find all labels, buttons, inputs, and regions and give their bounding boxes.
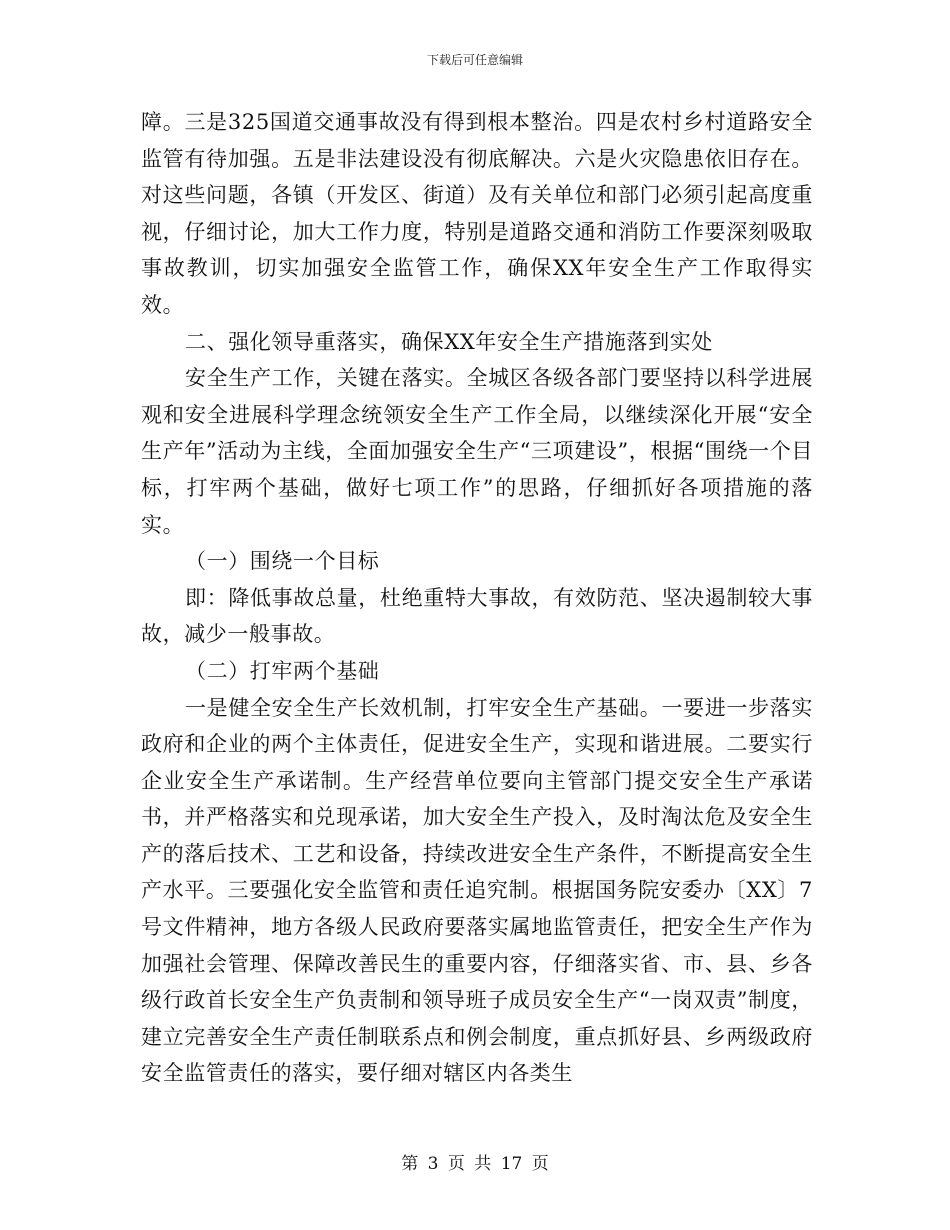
section-heading: 二、强化领导重落实，确保XX年安全生产措施落到实处 <box>185 329 713 354</box>
paragraph-continuation: 障。三是325国道交通事故没有得到根本整治。四是农村乡村道路安全监管有待加强。五是非法建设没有彻底解决。六是火灾隐患依旧存在。对这些问题，各镇（开发区、街道）及有关单位和部门必须引起高度重视，仔细讨论，加大工作力度，特别是道路交通和消防工作要深刻吸取事故教训，切实加强安全监管工作，确保XX年安全生产工作取得实效。 <box>141 110 813 317</box>
document-body <box>141 104 813 1092</box>
body-paragraph: 即：降低事故总量，杜绝重特大事故，有效防范、坚决遏制较大事故，减少一般事故。 <box>141 585 813 647</box>
page-header: 下载后可任意编辑 <box>426 53 523 67</box>
subsection-heading: （二）打牢两个基础 <box>185 658 380 683</box>
page-footer: 第 3 页 共 17 页 <box>401 1154 549 1174</box>
subsection-heading: （一）围绕一个目标 <box>185 549 380 574</box>
body-paragraph: 一是健全安全生产长效机制，打牢安全生产基础。一要进一步落实政府和企业的两个主体责任，促进安全生产，实现和谐进展。二要实行企业安全生产承诺制。生产经营单位要向主管部门提交安全生产承诺书，并严格落实和兑现承诺，加大安全生产投入，及时淘汰危及安全生产的落后技术、工艺和设备，持续改进安全生产条件，不断提高安全生产水平。三要强化安全监管和责任追究制。根据国务院安委办〔XX〕7号文件精神，地方各级人民政府要落实属地监管责任，把安全生产作为加强社会管理、保障改善民生的重要内容，仔细落实省、市、县、乡各级行政首长安全生产负责制和领导班子成员安全生产“一岗双责”制度，建立完善安全生产责任制联系点和例会制度，重点抓好县、乡两级政府安全监管责任的落实，要仔细对辖区内各类生 <box>141 695 813 1086</box>
body-paragraph: 安全生产工作，关键在落实。全城区各级各部门要坚持以科学进展观和安全进展科学理念统领安全生产工作全局，以继续深化开展“安全生产年”活动为主线，全面加强安全生产“三项建设”，根据“围绕一个目标，打牢两个基础，做好七项工作”的思路，仔细抓好各项措施的落实。 <box>141 366 813 537</box>
